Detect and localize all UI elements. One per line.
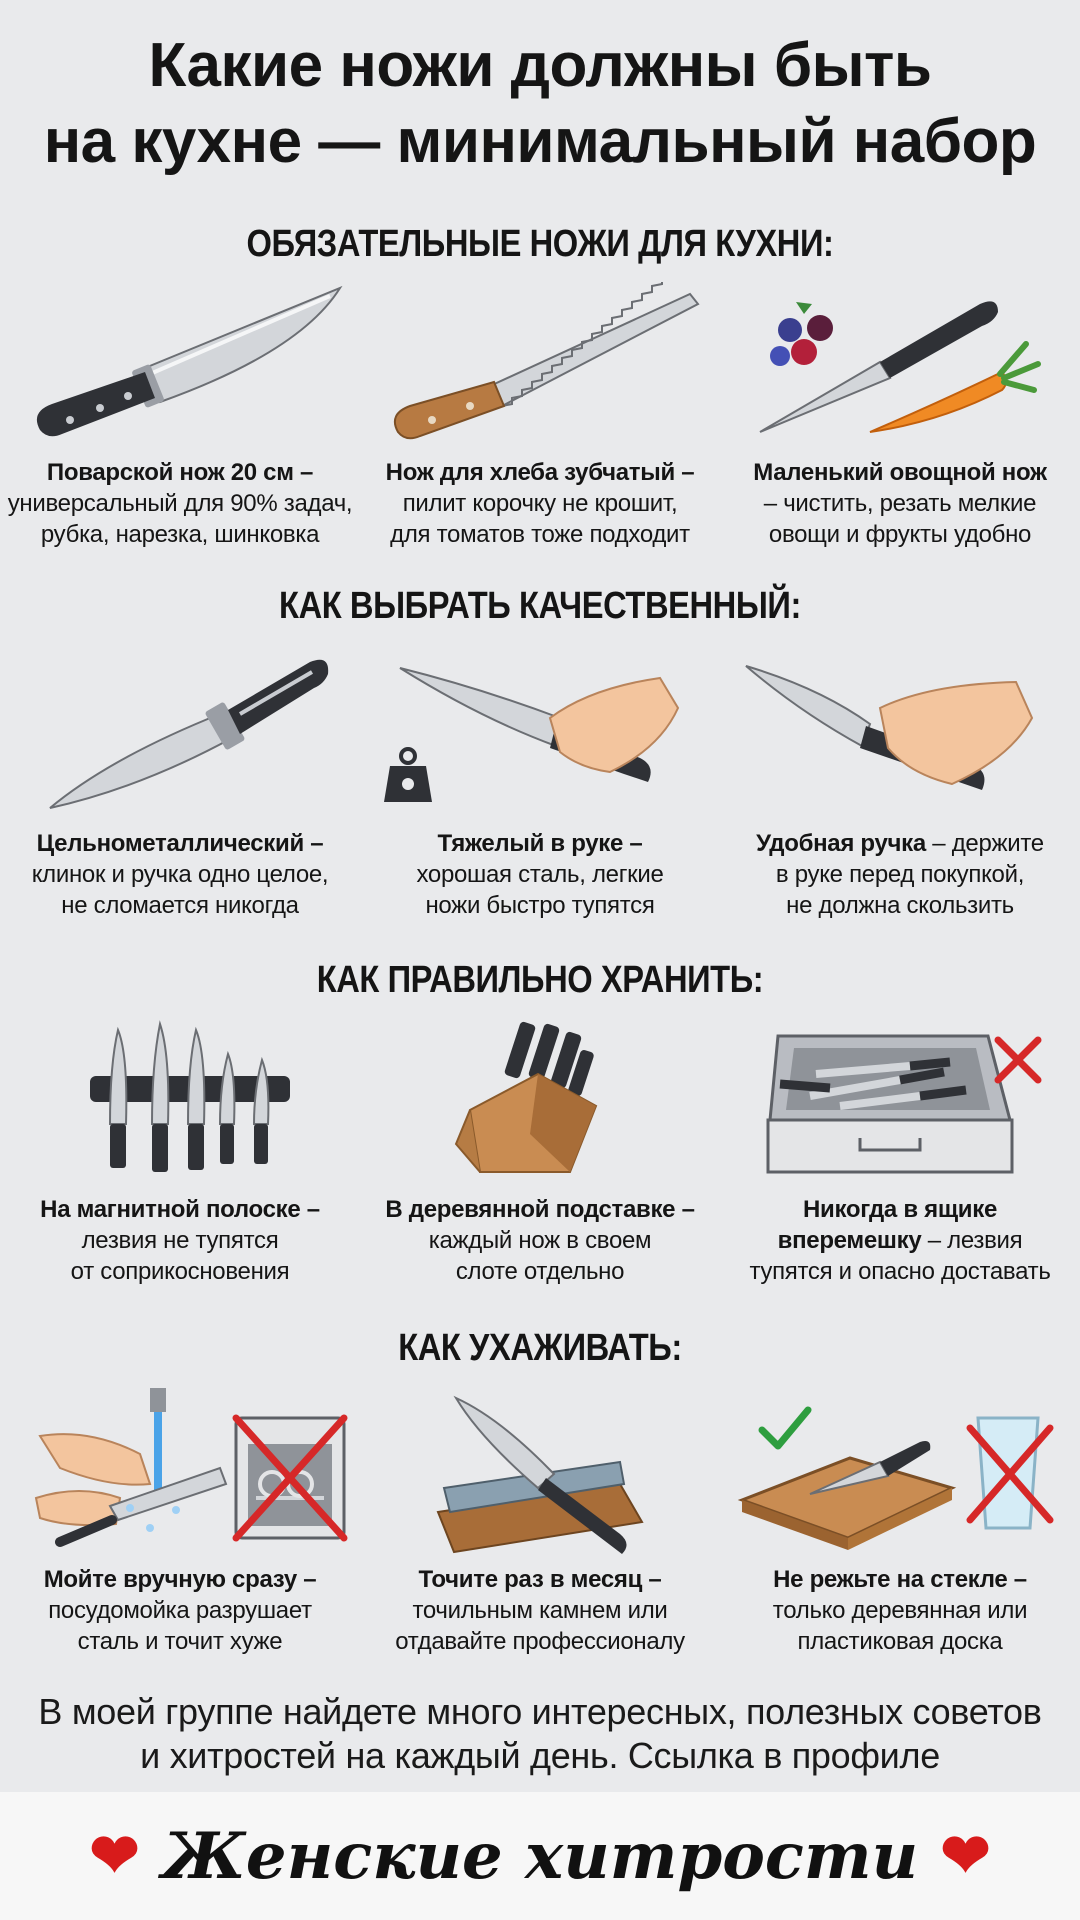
sharpen-desc-2: отдавайте профессионалу [395, 1628, 685, 1655]
heart-icon-right: ❤ [940, 1821, 991, 1891]
section-heading-choose: КАК ВЫБРАТЬ КАЧЕСТВЕННЫЙ: [279, 585, 801, 627]
sharpen-illustration [360, 1388, 720, 1558]
brand-name: Женские хитрости [161, 1819, 919, 1894]
magnetic-strip-desc-1: лезвия не тупятся [81, 1227, 279, 1254]
drawer-desc-2: тупятся и опасно доставать [749, 1258, 1051, 1285]
wooden-block-title: В деревянной подставке – [385, 1196, 695, 1223]
sharpen-title: Точите раз в месяц – [418, 1566, 662, 1593]
sharpen-caption [360, 1564, 720, 1657]
promo-line-2: и хитростей на каждый день. Ссылка в профиле [140, 1735, 940, 1776]
wooden-block-desc-2: слоте отдельно [455, 1258, 625, 1285]
handle-title-rest: – держите [925, 830, 1044, 857]
hand-wash-icon [0, 1388, 360, 1558]
handle-caption [720, 828, 1080, 921]
chef-knife-title: Поварской нож 20 см – [46, 459, 314, 486]
wooden-block-caption [360, 1194, 720, 1287]
section-heading-storage: КАК ПРАВИЛЬНО ХРАНИТЬ: [316, 959, 764, 1001]
magnetic-strip-illustration [0, 1014, 360, 1184]
title-line-2: на кухне — минимальный набор [43, 107, 1037, 176]
full-tang-caption [0, 828, 360, 921]
hand-wash-illustration [0, 1388, 360, 1558]
chef-knife-caption [0, 457, 360, 550]
paring-knife-icon [720, 282, 1080, 452]
bread-knife-caption [360, 457, 720, 550]
hand-holding-knife-icon [360, 648, 720, 818]
bread-knife-title: Нож для хлеба зубчатый – [385, 459, 695, 486]
drawer-title: Никогда в ящике [802, 1196, 998, 1223]
bread-knife-desc-2: для томатов тоже подходит [390, 521, 690, 548]
magnetic-strip-title: На магнитной полоске – [40, 1196, 320, 1223]
cutting-board-icon [720, 1388, 1080, 1558]
full-tang-knife-icon [0, 648, 360, 818]
full-tang-desc-1: клинок и ручка одно целое, [31, 861, 329, 888]
magnetic-strip-icon [0, 1014, 360, 1184]
chef-knife-desc-2: рубка, нарезка, шинковка [40, 521, 320, 548]
sharpen-desc-1: точильным камнем или [412, 1597, 668, 1624]
hand-wash-title: Мойте вручную сразу – [43, 1566, 317, 1593]
hand-wash-caption [0, 1564, 360, 1657]
cutting-board-illustration [720, 1388, 1080, 1558]
wooden-block-desc-1: каждый нож в своем [428, 1227, 652, 1254]
wooden-block-illustration [360, 1014, 720, 1184]
heart-icon-left: ❤ [89, 1821, 140, 1891]
chef-knife-icon [0, 282, 360, 452]
heavy-caption [360, 828, 720, 921]
berries-icon [770, 302, 833, 366]
whetstone-icon [360, 1388, 720, 1558]
no-glass-desc-1: только деревянная или [772, 1597, 1028, 1624]
hand-wash-desc-1: посудомойка разрушает [48, 1597, 312, 1624]
hand-grip-knife-icon [720, 648, 1080, 818]
bread-knife-icon [360, 282, 720, 452]
bread-knife-illustration [360, 282, 720, 452]
check-icon [762, 1410, 808, 1446]
chef-knife-illustration [0, 282, 360, 452]
no-glass-caption [720, 1564, 1080, 1657]
drawer-title-2: вперемешку [777, 1227, 922, 1254]
drawer-desc-1: – лезвия [921, 1227, 1023, 1254]
handle-title: Удобная ручка [756, 830, 926, 857]
handle-illustration [720, 648, 1080, 818]
section-heading-care: КАК УХАЖИВАТЬ: [398, 1327, 682, 1369]
drawer-illustration [720, 1014, 1080, 1184]
full-tang-desc-2: не сломается никогда [61, 892, 299, 919]
paring-knife-desc-2: овощи и фрукты удобно [768, 521, 1032, 548]
brand-signature [0, 1818, 1080, 1895]
group-promo-text [0, 1690, 1080, 1778]
paring-knife-desc-1: – чистить, резать мелкие [763, 490, 1037, 517]
drawer-caption [720, 1194, 1080, 1287]
chef-knife-desc-1: универсальный для 90% задач, [7, 490, 353, 517]
cross-icon [998, 1040, 1038, 1080]
full-tang-title: Цельнометаллический – [36, 830, 324, 857]
handle-desc-2: не должна скользить [786, 892, 1014, 919]
handle-desc-1: в руке перед покупкой, [775, 861, 1025, 888]
paring-knife-caption [720, 457, 1080, 550]
heavy-knife-illustration [360, 648, 720, 818]
title-line-1: Какие ножи должны быть [148, 31, 932, 100]
heavy-desc-2: ножи быстро тупятся [425, 892, 655, 919]
magnetic-strip-desc-2: от соприкосновения [70, 1258, 290, 1285]
page-title [0, 28, 1080, 180]
magnetic-strip-caption [0, 1194, 360, 1287]
knife-block-icon [360, 1014, 720, 1184]
no-glass-title: Не режьте на стекле – [773, 1566, 1027, 1593]
heavy-desc-1: хорошая сталь, легкие [416, 861, 664, 888]
full-tang-illustration [0, 648, 360, 818]
drawer-icon [720, 1014, 1080, 1184]
weight-icon [384, 749, 432, 802]
paring-knife-illustration [720, 282, 1080, 452]
no-glass-desc-2: пластиковая доска [797, 1628, 1003, 1655]
heavy-title: Тяжелый в руке – [437, 830, 643, 857]
section-heading-must-have: ОБЯЗАТЕЛЬНЫЕ НОЖИ ДЛЯ КУХНИ: [246, 223, 834, 265]
hand-wash-desc-2: сталь и точит хуже [77, 1628, 283, 1655]
paring-knife-title: Маленький овощной нож [753, 459, 1047, 486]
bread-knife-desc-1: пилит корочку не крошит, [402, 490, 678, 517]
promo-line-1: В моей группе найдете много интересных, полезных советов [38, 1691, 1042, 1732]
